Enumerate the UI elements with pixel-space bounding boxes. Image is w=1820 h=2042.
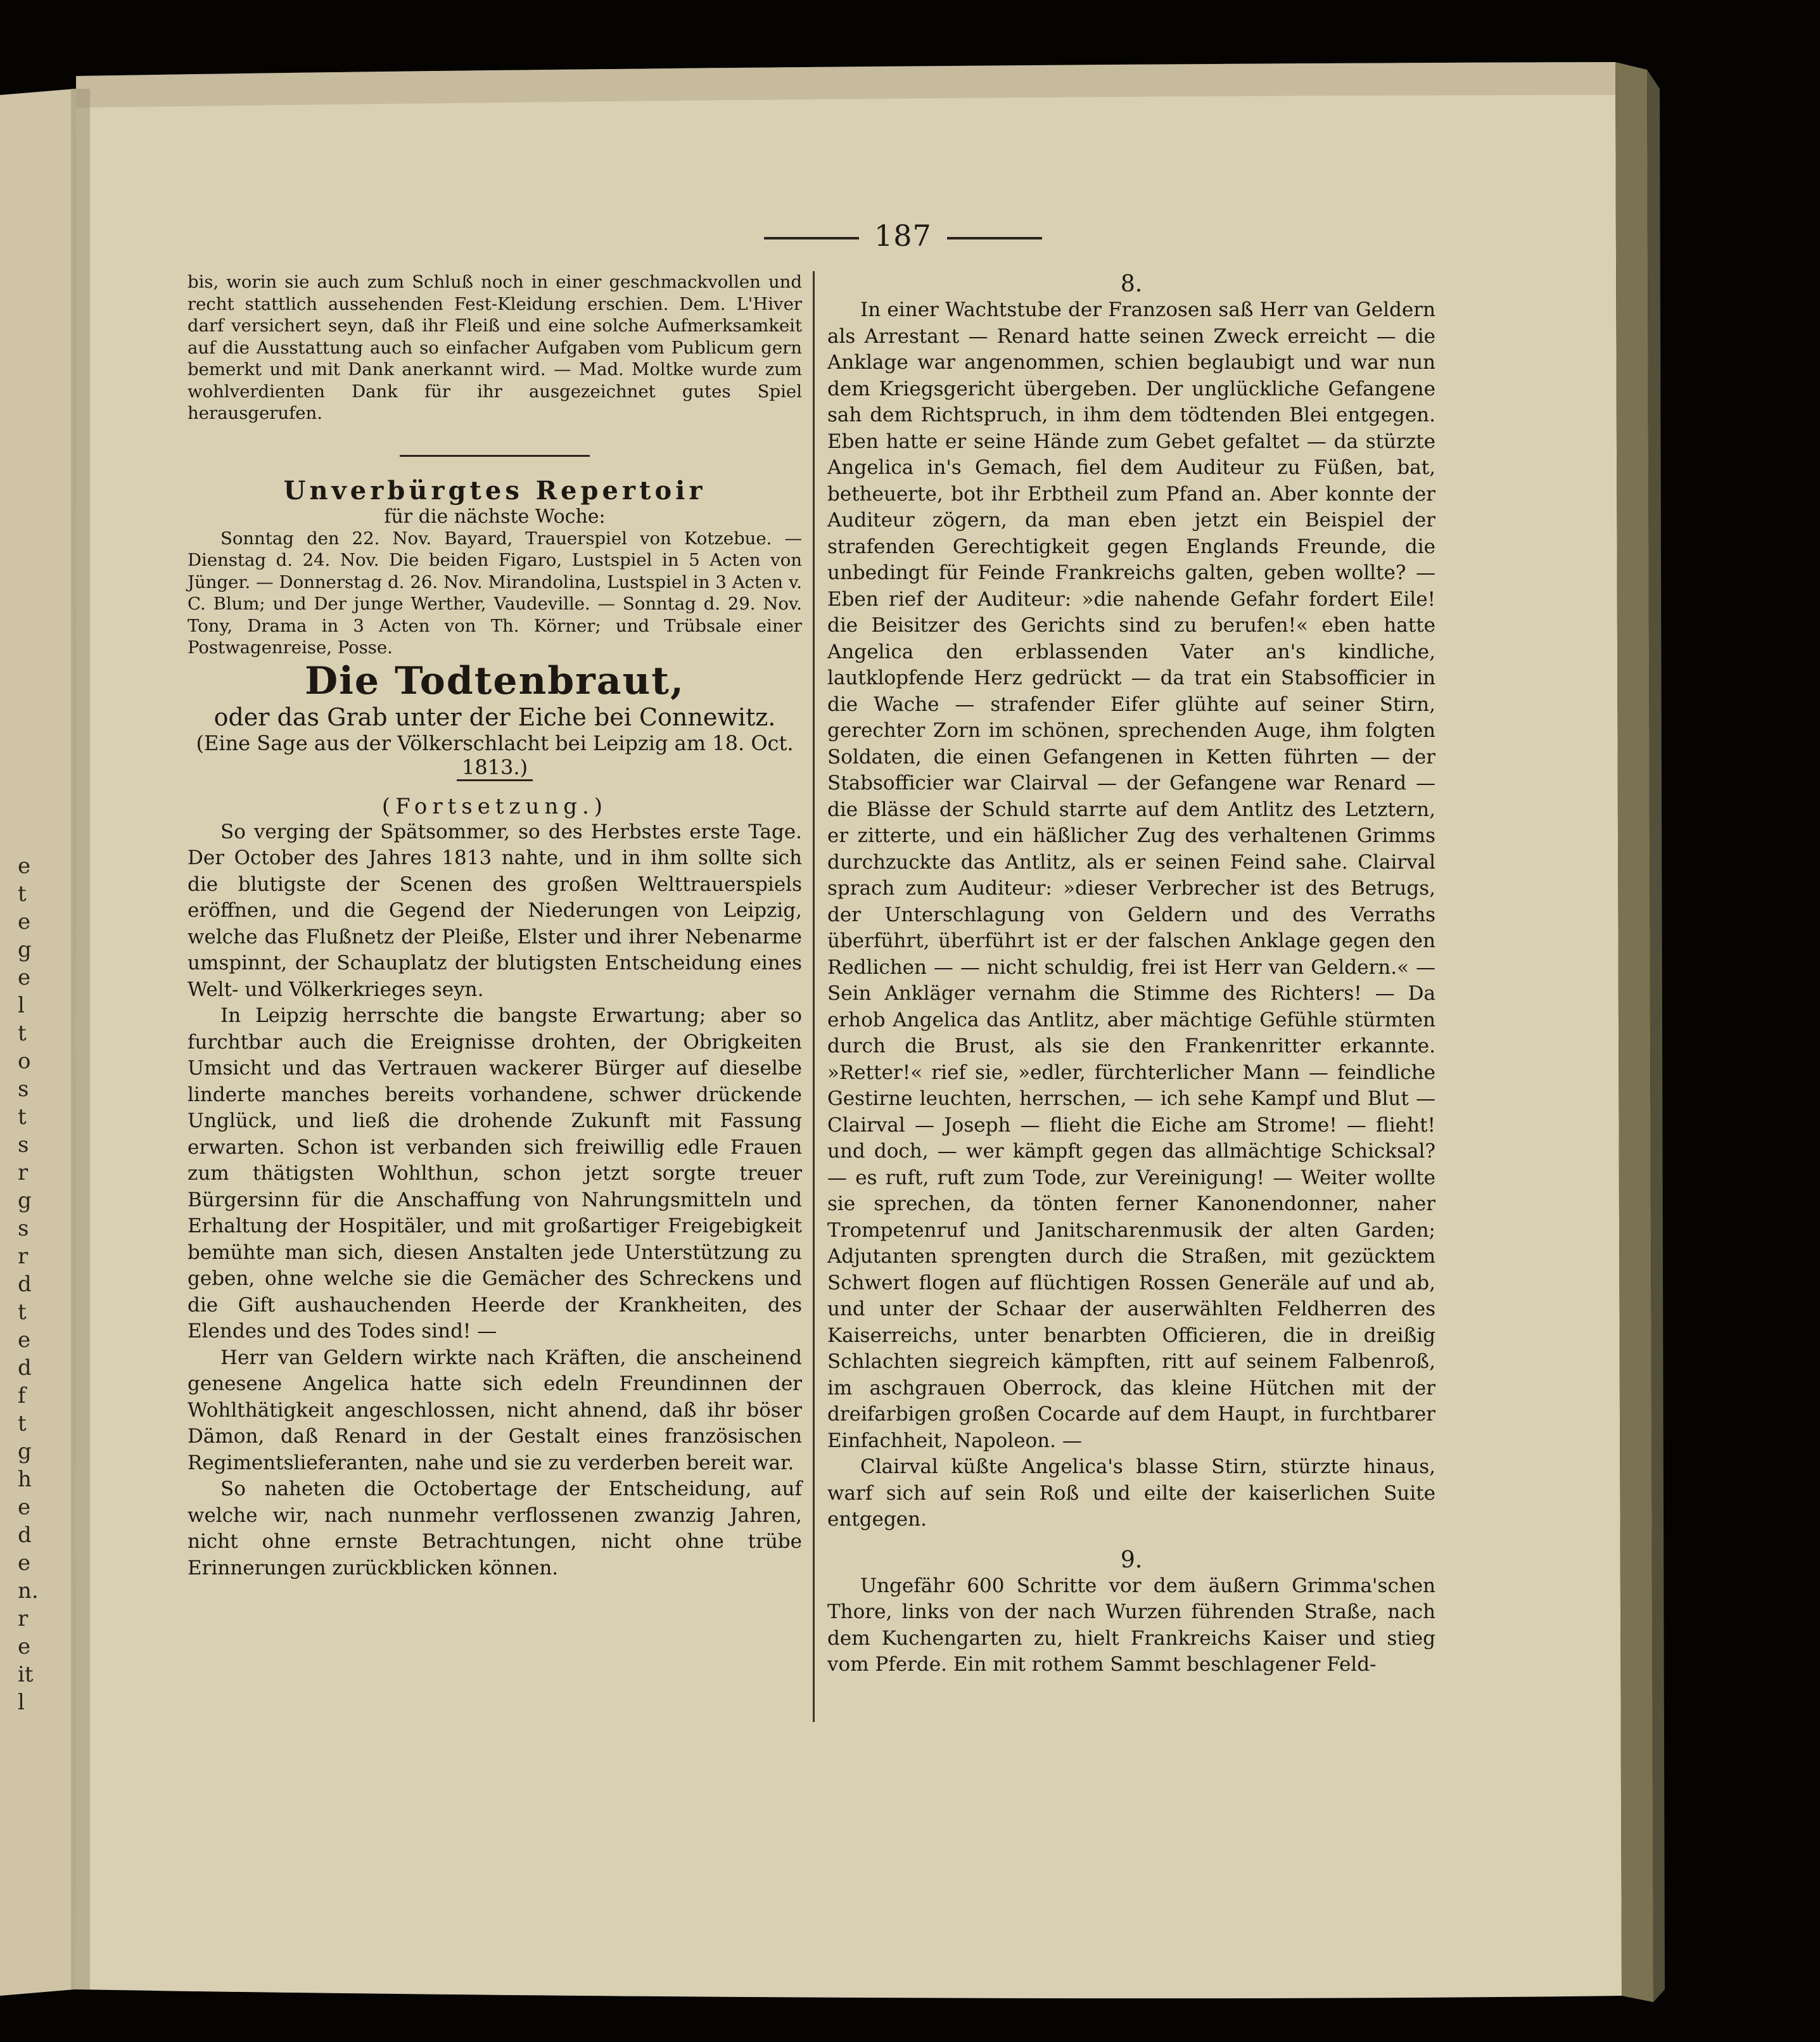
page-number-rule-left bbox=[764, 237, 859, 239]
left-page-fragment: g bbox=[18, 937, 32, 962]
section-rule bbox=[400, 455, 590, 457]
left-page-fragment: n. bbox=[18, 1578, 39, 1604]
left-page-fragment: e bbox=[18, 909, 31, 935]
left-page-fragment: t bbox=[18, 1104, 27, 1130]
left-page-fragment: l bbox=[18, 1690, 25, 1715]
repertoire-subheading: für die nächste Woche: bbox=[384, 505, 606, 528]
left-page-fragments bbox=[0, 95, 71, 1996]
left-page-fragment: d bbox=[18, 1522, 32, 1548]
left-page-fragment: e bbox=[18, 1495, 31, 1520]
left-column bbox=[188, 271, 802, 1581]
column-divider bbox=[813, 271, 815, 1722]
page-number-rule-right bbox=[947, 237, 1042, 239]
section-8-paragraph: Clairval küßte Angelica's blasse Stirn, stürzte hinaus, warf sich auf sein Roß und eilte der kaiserlichen Suite entgegen. bbox=[827, 1455, 1435, 1531]
left-page-fragment: f bbox=[18, 1383, 26, 1408]
section-8-paragraph: In einer Wachtstube der Franzosen saß Herr van Geldern als Arrestant — Renard hatte seinen Zweck erreicht — die Anklage war angenommen, schien beglaubigt und war nun dem Kriegsgericht übergeben. Der unglückliche Gefangene sah dem Richtspruch, in ihm dem tödtenden Blei entgegen. Eben hatte er seine Hände zum Gebet gefaltet — da stürzte Angelica in's Gemach, fiel dem Auditeur zu Füßen, bat, betheuerte, bot ihr Erbtheil zum Pfand an. Aber konnte der Auditeur zögern, da man eben jetzt ein Beispiel der strafenden Gerechtigkeit gegen Englands Freunde, die unbedingt für Feinde Frankreichs galten, geben wollte? — Eben rief der Auditeur: »die nahende Gefahr fordert Eile! die Beisitzer des Gerichts sind zu berufen!« eben hatte Angelica den erblassenden Vater an's kindliche, lautklopfende Herz gedrückt — da trat ein Stabsofficier in die Wache — strafender Eifer glühte auf seiner Stirn, gerechter Zorn im schönen, sprechenden Auge, ihm folgten Soldaten, die einen Gefangenen in Ketten führten — der Stabsofficier war Clairval — der Gefangene war Renard — die Blässe der Schuld starrte auf dem Antlitz des Letztern, er zitterte, und ein häßlicher Zug des verhaltenen Grimms durchzuckte das Antlitz, als er seinen Feind sahe. Clairval sprach zum Auditeur: »dieser Verbrecher ist des Betrugs, der Unterschlagung von Geldern und des Verraths überführt, überführt ist er der falschen Anklage gegen den Redlichen — — nicht schuldig, frei ist Herr van Geldern.« — Sein Ankläger vernahm die Stimme des Richters! — Da erhob Angelica das Antlitz, aber mächtige Gefühle stürmten durch die Brust, als sie den Frankenritter erkannte. »Retter!« rief sie, »edler, fürchterlicher Mann — feindliche Gestirne leuchten, herrschen, — ich sehe Kampf und Blut — Clairval — Joseph — flieht die Eiche am Strome! — flieht! und doch, — wer kämpft gegen das allmächtige Schicksal? — es ruft, ruft zum Tode, zur Vereinigung! — Weiter wollte sie sprechen, da tönten ferner Kanonendonner, naher Trompetenruf und Janitscharenmusik der alten Garden; Adjutanten sprengten durch die Straßen, mit gezücktem Schwert flogen auf flüchtigen Rossen Generäle auf und ab, und unter der Schaar der auserwählten Feldherren des Kaiserreichs, unter benarbten Officieren, die in dreißig Schlachten siegreich kämpften, ritt auf seinem Falbenroß, im aschgrauen Oberrock, das kleine Hütchen mit der dreifarbigen großen Cocarde auf dem Haupt, in furchtbarer Einfachheit, Napoleon. — bbox=[827, 298, 1435, 1452]
story-paragraph: Herr van Geldern wirkte nach Kräften, die anscheinend genesene Angelica hatte sich edeln Freundinnen der Wohlthätigkeit angeschlossen, nicht ahnend, daß ihr böser Dämon, daß Renard in der Gestalt eines französischen Regimentslieferanten, nahe und sie zu verderben bereit war. bbox=[188, 1346, 802, 1474]
left-page-fragment: e bbox=[18, 1550, 31, 1576]
left-page-fragment: g bbox=[18, 1439, 32, 1464]
left-page-fragment: e bbox=[18, 1327, 31, 1353]
story-paragraph: So naheten die Octobertage der Entscheidung, auf welche wir, nach nunmehr verflossenen zwanzig Jahren, nicht ohne ernste Betrachtungen, nicht ohne trübe Erinnerungen zurückblicken können. bbox=[188, 1477, 802, 1579]
left-page-fragment: r bbox=[18, 1606, 29, 1631]
left-page-fragment: g bbox=[18, 1188, 32, 1213]
left-page-fragment: t bbox=[18, 1021, 27, 1046]
left-page-fragment: s bbox=[18, 1076, 29, 1102]
story-paragraph: So verging der Spätsommer, so des Herbstes erste Tage. Der October des Jahres 1813 nahte, und in ihm sollte sich die blutigste der Scenen des großen Welttrauerspiels eröffnen, und die Gegend der Niederungen von Leipzig, welche das Flußnetz der Pleiße, Elster und ihrer Nebenarme umspinnt, der Schauplatz der blutigsten Entscheidung eines Welt- und Völkerkrieges seyn. bbox=[188, 820, 802, 1001]
left-page-fragment: h bbox=[18, 1467, 32, 1492]
story-note: (Eine Sage aus der Völkerschlacht bei Leipzig am 18. Oct. 1813.) bbox=[196, 731, 794, 779]
story-title: Die Todtenbraut, bbox=[305, 658, 685, 703]
left-page-fragment: t bbox=[18, 881, 27, 907]
repertoire-text: Sonntag den 22. Nov. Bayard, Trauerspiel von Kotzebue. — Dienstag d. 24. Nov. Die beiden Figaro, Lustspiel in 5 Acten von Jünger. — Donnerstag d. 26. Nov. Mirandolina, Lustspiel in 3 Acten v. C. Blum; und Der junge Werther, Vaudeville. — Sonntag d. 29. Nov. Tony, Drama in 3 Acten von Th. Körner; und Trübsale einer Postwagenreise, Posse. bbox=[188, 528, 802, 658]
page-number bbox=[764, 219, 1042, 253]
right-column bbox=[827, 271, 1435, 1678]
left-page-fragment: it bbox=[18, 1662, 34, 1687]
left-page-fragment: e bbox=[18, 853, 31, 879]
repertoire-heading: Unverbürgtes Repertoir bbox=[283, 475, 706, 506]
story-subtitle: oder das Grab unter der Eiche bei Connewitz. bbox=[213, 703, 776, 731]
left-page-fragment: r bbox=[18, 1160, 29, 1185]
section-8-heading: 8. bbox=[1120, 271, 1143, 297]
left-page-fragment: e bbox=[18, 965, 31, 990]
left-page-fragment: d bbox=[18, 1272, 32, 1297]
left-page-fragment: l bbox=[18, 993, 25, 1018]
left-page-fragment: s bbox=[18, 1216, 29, 1241]
left-page-fragment: s bbox=[18, 1132, 29, 1158]
left-page-fragment: t bbox=[18, 1299, 27, 1325]
title-rule bbox=[457, 779, 533, 781]
left-page-fragment: r bbox=[18, 1244, 29, 1269]
story-paragraph: In Leipzig herrschte die bangste Erwartung; aber so furchtbar auch die Ereignisse drohten, der Obrigkeiten Umsicht und das Vertrauen wackerer Bürger auf dieselbe linderte manches bereits vorhandene, schwer drückende Unglück, und ließ die drohende Zukunft mit Fassung erwarten. Schon ist verbanden sich freiwillig edle Frauen zum thätigsten Wohlthun, schon jetzt sorgte treuer Bürgersinn für die Anschaffung von Nahrungsmitteln und Erhaltung der Hospitäler, und mit großartiger Freigebigkeit bemühte man sich, diesen Anstalten jede Unterstützung zu geben, ohne welche sie die Gemächer des Schreckens und die Gift aushauchenden Heerde der Krankheiten, des Elendes und des Todes sind! — bbox=[188, 1004, 802, 1343]
section-9-paragraph: Ungefähr 600 Schritte vor dem äußern Grimma'schen Thore, links von der nach Wurzen führenden Straße, nach dem Kuchengarten zu, hielt Frankreichs Kaiser und stieg vom Pferde. Ein mit rothem Sammt beschlagener Feld- bbox=[827, 1574, 1435, 1676]
left-page-fragment: t bbox=[18, 1411, 27, 1436]
left-page-fragment: e bbox=[18, 1634, 31, 1659]
left-page-fragment: d bbox=[18, 1355, 32, 1381]
continuation-label: (Fortsetzung.) bbox=[381, 793, 608, 819]
intro-paragraph: bis, worin sie auch zum Schluß noch in einer geschmackvollen und recht stattlich aussehenden Fest-Kleidung erschien. Dem. L'Hiver darf versichert seyn, daß ihr Fleiß und eine solche Aufmerksamkeit auf die Ausstattung auch so einfacher Aufgaben vom Publicum gern bemerkt und mit Dank anerkannt wird. — Mad. Moltke wurde zum wohlverdienten Dank für ihr ausgezeichnet gutes Spiel herausgerufen. bbox=[188, 272, 802, 423]
left-page-fragment: o bbox=[18, 1049, 31, 1074]
page-number-text: 187 bbox=[874, 219, 932, 253]
section-9-heading: 9. bbox=[1120, 1547, 1143, 1573]
